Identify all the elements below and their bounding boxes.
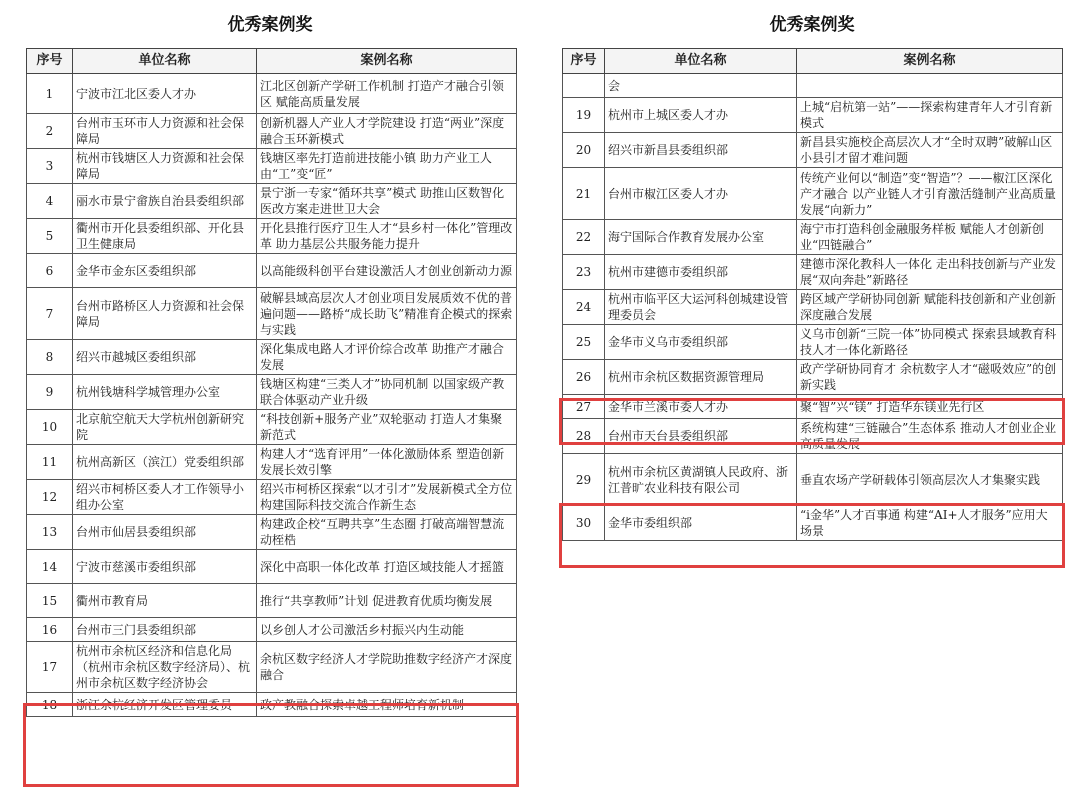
case-name: 钱塘区率先打造前进技能小镇 助力产业工人由“工”变“匠” — [257, 149, 517, 184]
table-row — [563, 454, 1063, 506]
case-name: 垂直农场产学研载体引领高层次人才集聚实践 — [797, 454, 1063, 506]
row-number: 25 — [563, 325, 605, 360]
unit-name: 丽水市景宁畲族自治县委组织部 — [73, 184, 257, 219]
case-name: 建德市深化教科人一体化 走出科技创新与产业发展“双向奔赴”新路径 — [797, 255, 1063, 290]
table-row — [27, 515, 517, 550]
table-row — [27, 410, 517, 445]
row-number: 4 — [27, 184, 73, 219]
header-unit: 单位名称 — [605, 49, 797, 74]
unit-name: 浙江余杭经济开发区管理委员 — [73, 693, 257, 717]
table-row — [563, 133, 1063, 168]
unit-name: 杭州钱塘科学城管理办公室 — [73, 375, 257, 410]
row-number: 24 — [563, 290, 605, 325]
row-number: 18 — [27, 693, 73, 717]
table-row — [27, 184, 517, 219]
case-name: 推行“共享教师”计划 促进教育优质均衡发展 — [257, 584, 517, 618]
case-name: 传统产业何以“制造”变“智造”？——椒江区深化产才融合 以产业链人才引育激活缝制产业高质量发展“向新力” — [797, 168, 1063, 220]
unit-name: 金华市委组织部 — [605, 506, 797, 541]
row-number: 1 — [27, 74, 73, 114]
row-number: 14 — [27, 550, 73, 584]
row-number: 15 — [27, 584, 73, 618]
unit-name: 台州市路桥区人力资源和社会保障局 — [73, 288, 257, 340]
unit-name: 台州市椒江区委人才办 — [605, 168, 797, 220]
table-row — [27, 74, 517, 114]
row-number: 27 — [563, 395, 605, 419]
case-name: 钱塘区构建“三类人才”协同机制 以国家级产教联合体驱动产业升级 — [257, 375, 517, 410]
unit-name: 台州市玉环市人力资源和社会保障局 — [73, 114, 257, 149]
header-unit: 单位名称 — [73, 49, 257, 74]
left-table-title: 优秀案例奖 — [227, 15, 313, 35]
case-name: 构建政企校“互聘共享”生态圈 打破高端智慧流动桎梏 — [257, 515, 517, 550]
right-table-title: 优秀案例奖 — [769, 15, 855, 35]
row-number: 26 — [563, 360, 605, 395]
table-row — [563, 360, 1063, 395]
case-name: 政产学研协同育才 余杭数字人才“磁吸效应”的创新实践 — [797, 360, 1063, 395]
case-name: 构建人才“选育评用”一体化激励体系 塑造创新发展长效引擎 — [257, 445, 517, 480]
unit-name: 金华市兰溪市委人才办 — [605, 395, 797, 419]
unit-name: 宁波市江北区委人才办 — [73, 74, 257, 114]
case-name — [797, 74, 1063, 98]
table-row — [563, 255, 1063, 290]
table-row — [563, 506, 1063, 541]
row-number: 9 — [27, 375, 73, 410]
table-row — [27, 693, 517, 717]
table-row — [563, 74, 1063, 98]
table-row — [27, 149, 517, 184]
unit-name: 杭州市余杭区数据资源管理局 — [605, 360, 797, 395]
row-number: 12 — [27, 480, 73, 515]
row-number: 23 — [563, 255, 605, 290]
case-name: 政产教融合探索卓越工程师培育新机制 — [257, 693, 517, 717]
row-number: 13 — [27, 515, 73, 550]
row-number: 22 — [563, 220, 605, 255]
table-row — [563, 98, 1063, 133]
table-row — [563, 220, 1063, 255]
case-name: 景宁浙一专家“循环共享”模式 助推山区数智化医改方案走进世卫大会 — [257, 184, 517, 219]
case-name: 以高能级科创平台建设激活人才创业创新动力源 — [257, 254, 517, 288]
case-name: 系统构建“三链融合”生态体系 推动人才创业企业高质量发展 — [797, 419, 1063, 454]
unit-name: 杭州高新区（滨江）党委组织部 — [73, 445, 257, 480]
unit-name: 金华市金东区委组织部 — [73, 254, 257, 288]
header-case: 案例名称 — [797, 49, 1063, 74]
unit-name: 杭州市建德市委组织部 — [605, 255, 797, 290]
unit-name: 金华市义乌市委组织部 — [605, 325, 797, 360]
unit-name: 海宁国际合作教育发展办公室 — [605, 220, 797, 255]
row-number: 3 — [27, 149, 73, 184]
table-row — [27, 618, 517, 642]
unit-name: 衢州市开化县委组织部、开化县卫生健康局 — [73, 219, 257, 254]
header-no: 序号 — [563, 49, 605, 74]
table-row — [27, 254, 517, 288]
table-header-row — [27, 49, 517, 74]
header-no: 序号 — [27, 49, 73, 74]
row-number: 11 — [27, 445, 73, 480]
unit-name: 台州市仙居县委组织部 — [73, 515, 257, 550]
table-row — [27, 340, 517, 375]
table-row — [563, 168, 1063, 220]
row-number: 6 — [27, 254, 73, 288]
row-number — [563, 74, 605, 98]
unit-name: 杭州市钱塘区人力资源和社会保障局 — [73, 149, 257, 184]
unit-name: 台州市三门县委组织部 — [73, 618, 257, 642]
row-number: 10 — [27, 410, 73, 445]
table-row — [563, 419, 1063, 454]
table-row — [27, 642, 517, 693]
table-row — [27, 114, 517, 149]
table-row — [27, 584, 517, 618]
case-name: 创新机器人产业人才学院建设 打造“两业”深度融合玉环新模式 — [257, 114, 517, 149]
table-row — [27, 288, 517, 340]
table-row — [27, 375, 517, 410]
row-number: 30 — [563, 506, 605, 541]
table-row — [27, 219, 517, 254]
unit-name: 台州市天台县委组织部 — [605, 419, 797, 454]
case-name: 新昌县实施校企高层次人才“全时双聘”破解山区小县引才留才难问题 — [797, 133, 1063, 168]
row-number: 20 — [563, 133, 605, 168]
row-number: 8 — [27, 340, 73, 375]
unit-name: 绍兴市新昌县委组织部 — [605, 133, 797, 168]
row-number: 16 — [27, 618, 73, 642]
case-name: “科技创新+服务产业”双轮驱动 打造人才集聚新范式 — [257, 410, 517, 445]
row-number: 21 — [563, 168, 605, 220]
case-name: 深化中高职一体化改革 打造区域技能人才摇篮 — [257, 550, 517, 584]
case-name: 深化集成电路人才评价综合改革 助推产才融合发展 — [257, 340, 517, 375]
case-name: 破解县域高层次人才创业项目发展质效不优的普遍问题——路桥“成长助飞”精准育企模式的探索与实践 — [257, 288, 517, 340]
case-name: 开化县推行医疗卫生人才“县乡村一体化”管理改革 助力基层公共服务能力提升 — [257, 219, 517, 254]
unit-name: 杭州市上城区委人才办 — [605, 98, 797, 133]
case-name: 海宁市打造科创金融服务样板 赋能人才创新创业“四链融合” — [797, 220, 1063, 255]
row-number: 19 — [563, 98, 605, 133]
unit-name: 宁波市慈溪市委组织部 — [73, 550, 257, 584]
unit-name: 衢州市教育局 — [73, 584, 257, 618]
left-award-table — [26, 48, 517, 717]
case-name: 以乡创人才公司激活乡村振兴内生动能 — [257, 618, 517, 642]
table-row — [563, 290, 1063, 325]
case-name: “i金华”人才百事通 构建“AI+人才服务”应用大场景 — [797, 506, 1063, 541]
case-name: 跨区域产学研协同创新 赋能科技创新和产业创新深度融合发展 — [797, 290, 1063, 325]
unit-name: 绍兴市越城区委组织部 — [73, 340, 257, 375]
table-row — [563, 395, 1063, 419]
row-number: 2 — [27, 114, 73, 149]
case-name: 江北区创新产学研工作机制 打造产才融合引领区 赋能高质量发展 — [257, 74, 517, 114]
table-row — [563, 325, 1063, 360]
case-name: 聚“智”兴“镁” 打造华东镁业先行区 — [797, 395, 1063, 419]
case-name: 余杭区数字经济人才学院助推数字经济产才深度融合 — [257, 642, 517, 693]
case-name: 上城“启杭第一站”——探索构建青年人才引育新模式 — [797, 98, 1063, 133]
table-row — [27, 550, 517, 584]
unit-name: 杭州市临平区大运河科创城建设管理委员会 — [605, 290, 797, 325]
row-number: 28 — [563, 419, 605, 454]
case-name: 义乌市创新“三院一体”协同模式 探索县域教育科技人才一体化新路径 — [797, 325, 1063, 360]
table-header-row — [563, 49, 1063, 74]
row-number: 7 — [27, 288, 73, 340]
row-number: 17 — [27, 642, 73, 693]
right-award-table — [562, 48, 1063, 541]
unit-name: 杭州市余杭区黄湖镇人民政府、浙江普旷农业科技有限公司 — [605, 454, 797, 506]
row-number: 5 — [27, 219, 73, 254]
row-number: 29 — [563, 454, 605, 506]
table-row — [27, 445, 517, 480]
unit-name: 杭州市余杭区经济和信息化局（杭州市余杭区数字经济局）、杭州市余杭区数字经济协会 — [73, 642, 257, 693]
unit-name: 北京航空航天大学杭州创新研究院 — [73, 410, 257, 445]
case-name: 绍兴市柯桥区探索“以才引才”发展新模式全方位构建国际科技交流合作新生态 — [257, 480, 517, 515]
unit-name: 绍兴市柯桥区委人才工作领导小组办公室 — [73, 480, 257, 515]
table-row — [27, 480, 517, 515]
header-case: 案例名称 — [257, 49, 517, 74]
unit-name: 会 — [605, 74, 797, 98]
